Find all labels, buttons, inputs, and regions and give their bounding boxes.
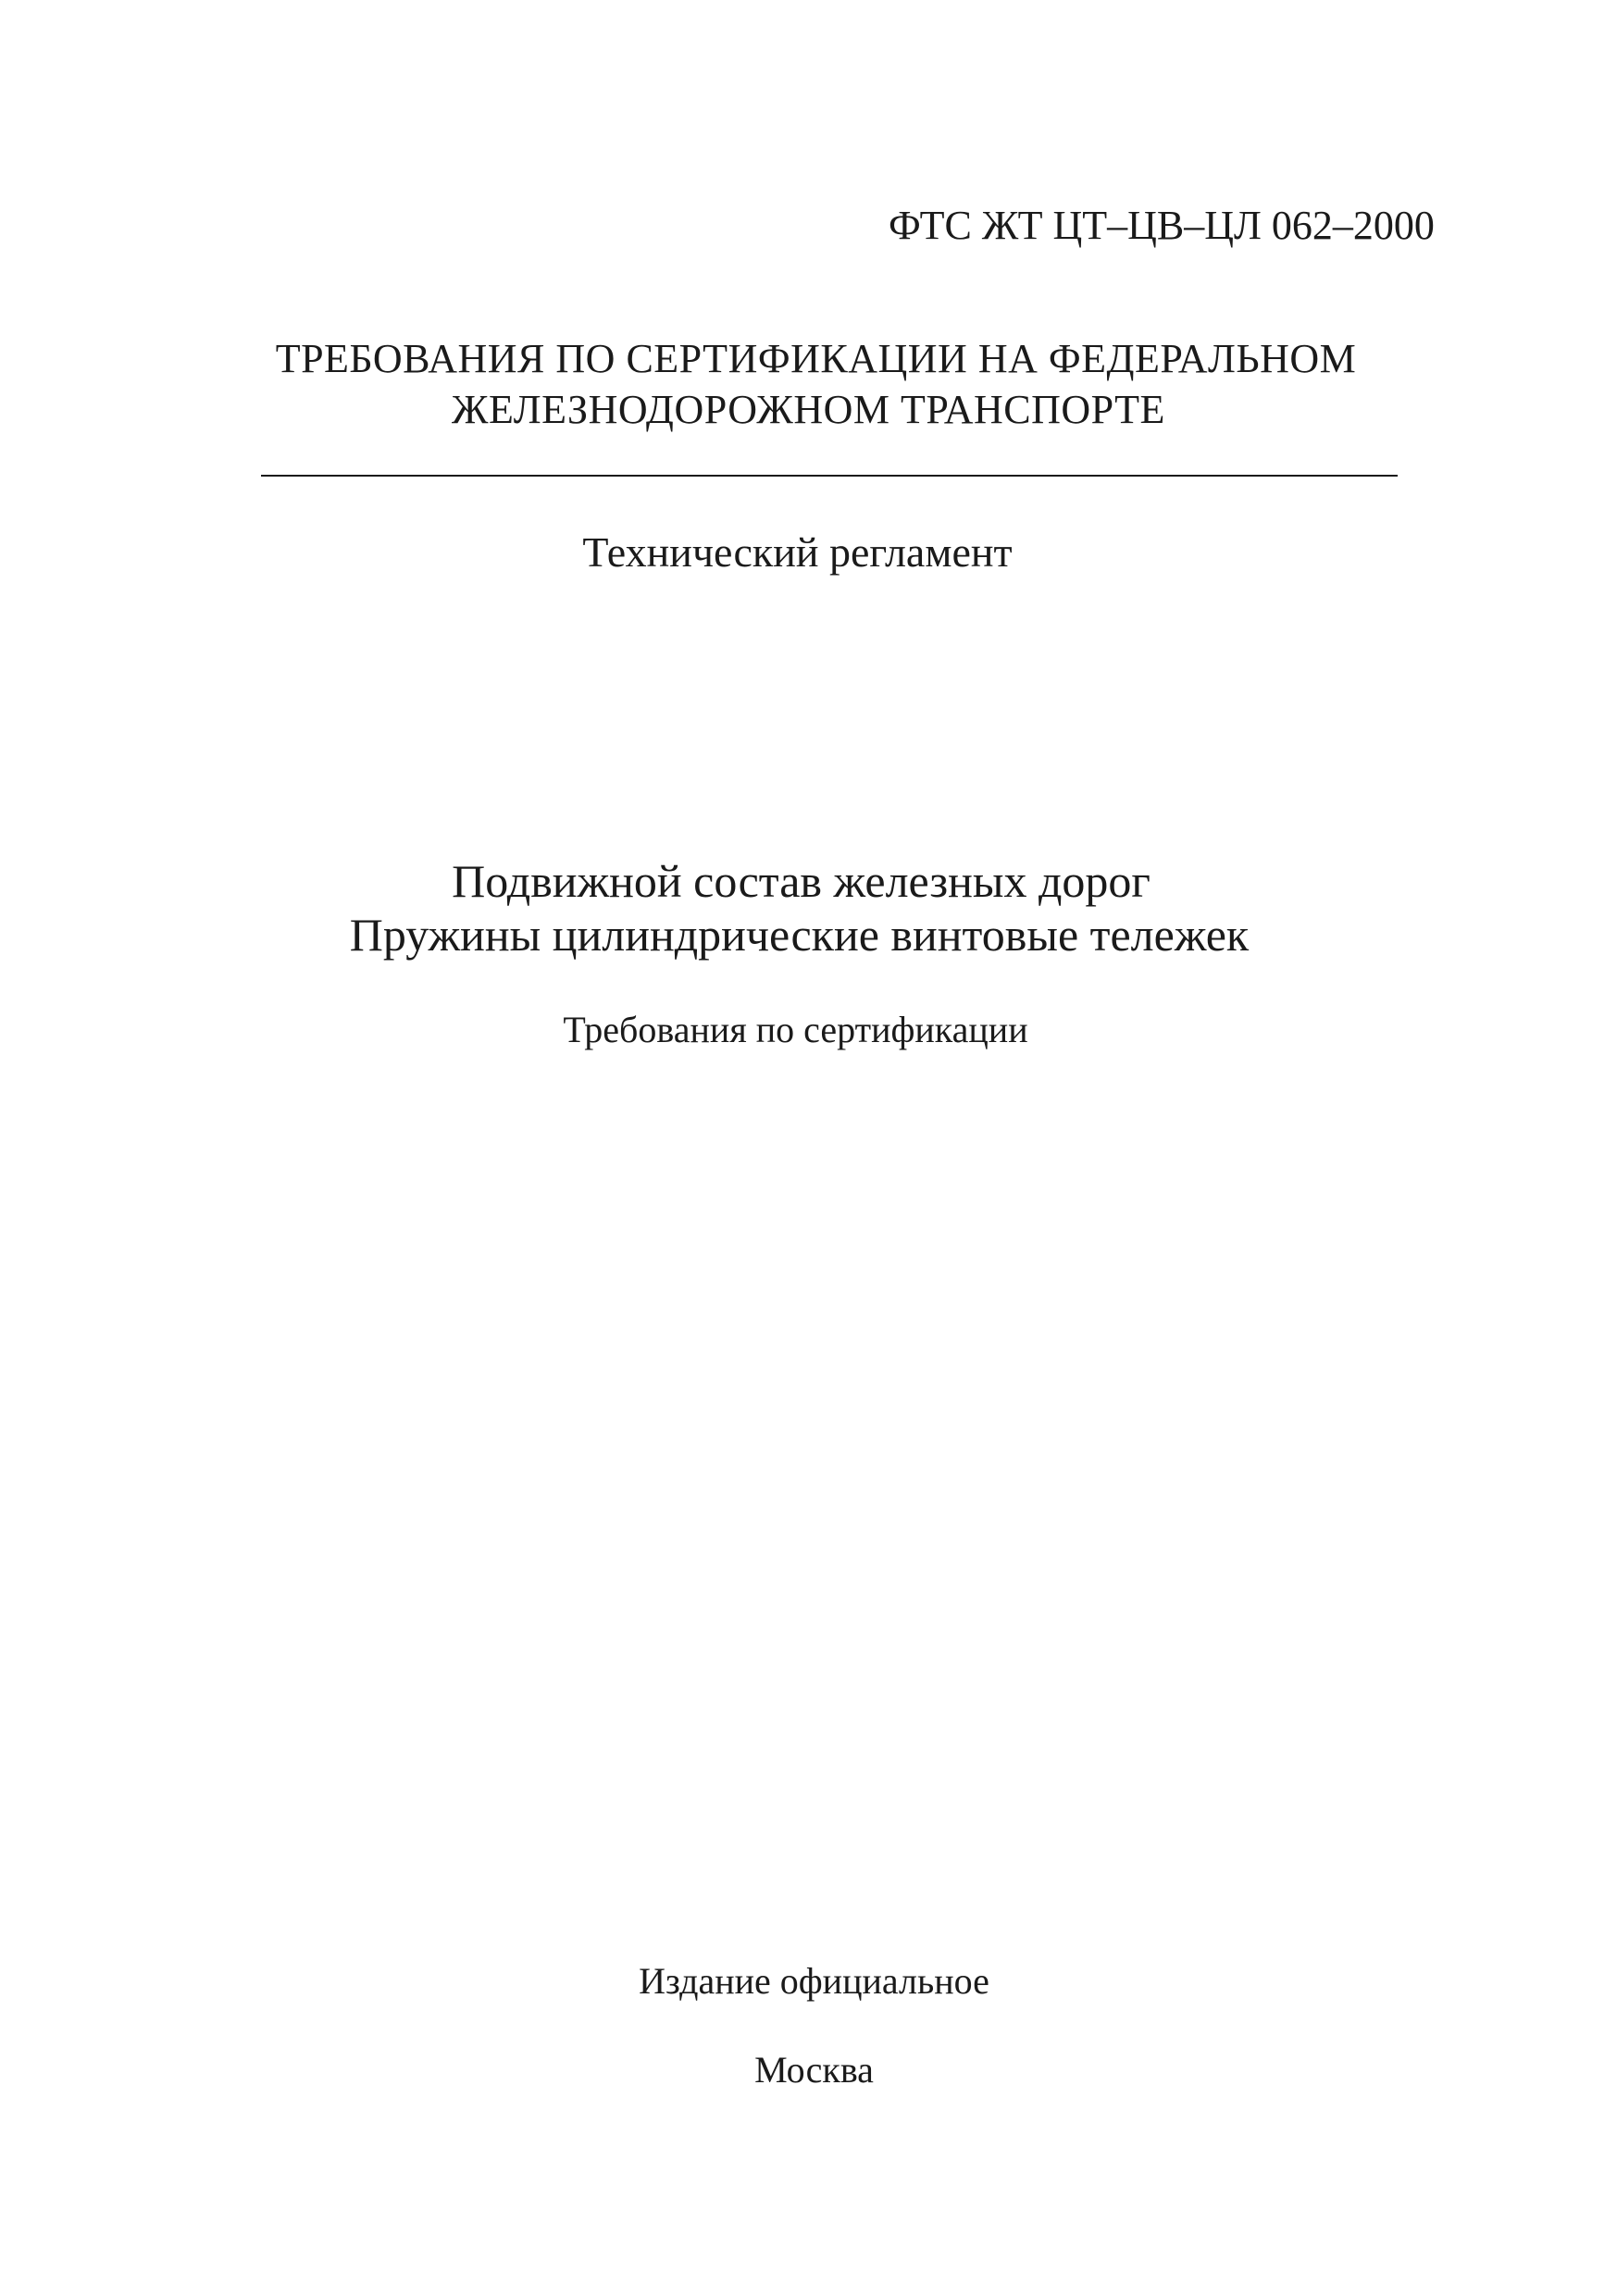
document-code: ФТС ЖТ ЦТ–ЦВ–ЦЛ 062–2000 [889, 203, 1435, 248]
document-subtitle: Требования по сертификации [563, 1009, 1028, 1050]
subject-line-2: Пружины цилиндрические винтовые тележек [349, 909, 1250, 961]
title-divider [261, 475, 1398, 477]
title-line-1: ТРЕБОВАНИЯ ПО СЕРТИФИКАЦИИ НА ФЕДЕРАЛЬНОМ [275, 336, 1357, 381]
document-type: Технический регламент [582, 528, 1013, 576]
subject-line-1: Подвижной состав железных дорог [452, 855, 1151, 907]
title-line-2: ЖЕЛЕЗНОДОРОЖНОМ ТРАНСПОРТЕ [452, 387, 1165, 432]
edition-note: Издание официальное [639, 1960, 989, 2002]
publication-city: Москва [754, 2049, 874, 2091]
